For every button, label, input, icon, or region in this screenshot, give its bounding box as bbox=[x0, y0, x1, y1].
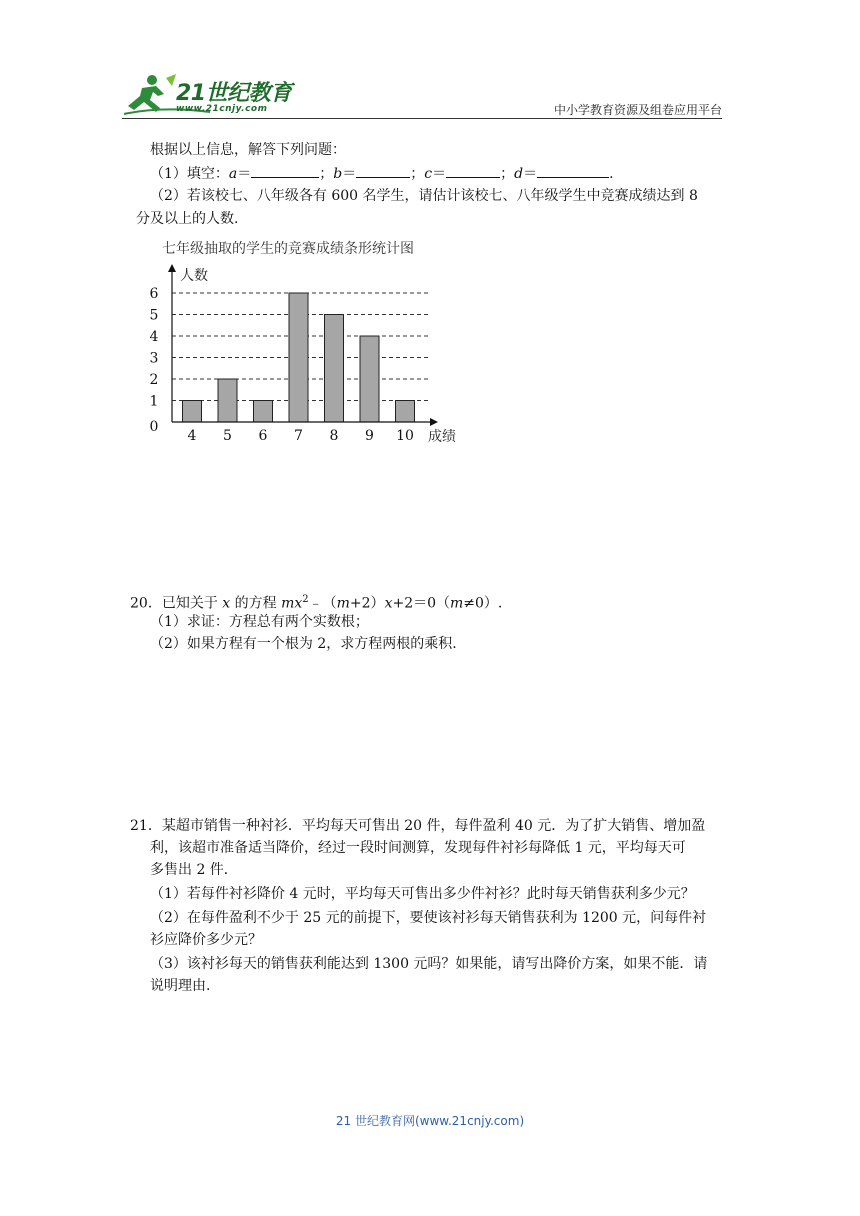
y-tick-label: 5 bbox=[149, 307, 159, 324]
x-axis-arrow bbox=[430, 418, 438, 426]
q21-line1: 21．某超市销售一种衬衫．平均每天可售出 20 件，每件盈利 40 元．为了扩大销售、增加盈 bbox=[130, 818, 706, 834]
x-axis-label: 成绩 bbox=[428, 429, 456, 445]
y-tick-label: 0 bbox=[149, 419, 159, 435]
y-tick-label: 2 bbox=[149, 372, 159, 388]
bar bbox=[218, 379, 237, 422]
q20-part2: （2）如果方程有一个根为 2，求方程两根的乘积. bbox=[150, 636, 457, 652]
x-tick-label: 4 bbox=[187, 428, 197, 444]
q19-part1: （1）填空：a＝ ；b＝ ；c＝ ；d＝ . bbox=[150, 163, 614, 184]
x-tick-label: 7 bbox=[294, 428, 303, 444]
bar bbox=[396, 401, 415, 423]
bar bbox=[289, 293, 308, 422]
x-tick-label: 10 bbox=[396, 428, 414, 444]
x-tick-label: 9 bbox=[365, 428, 374, 444]
q21-part3-line2: 说明理由. bbox=[150, 978, 211, 994]
x-tick-label: 5 bbox=[223, 428, 232, 444]
x-tick-label: 8 bbox=[329, 428, 339, 444]
header-platform-text: 中小学教育资源及组卷应用平台 bbox=[553, 103, 722, 117]
q21-line3: 多售出 2 件． bbox=[150, 862, 238, 878]
q20-stem: 20．已知关于 x 的方程 $mx^2﹣(m+2)x+2=0(m\ne 0)$. bbox=[130, 594, 503, 612]
bar-chart bbox=[140, 234, 480, 454]
bar bbox=[183, 401, 202, 423]
q21-part1: （1）若每件衬衫降价 4 元时，平均每天可售出多少件衬衫？此时每天销售获利多少元？ bbox=[150, 886, 695, 902]
footer-text: 21 世纪教育网(www.21cnjy.com) bbox=[335, 1114, 525, 1128]
logo-text: 21世纪教育 bbox=[176, 81, 292, 106]
chart-title: 七年级抽取的学生的竞赛成绩条形统计图 bbox=[162, 241, 414, 257]
logo-url: www.21cnjy.com bbox=[176, 104, 268, 114]
q19-part2-line2: 分及以上的人数. bbox=[136, 211, 239, 227]
bar bbox=[254, 401, 273, 423]
y-axis-label: 人数 bbox=[180, 268, 208, 284]
y-tick-label: 4 bbox=[149, 329, 159, 345]
y-tick-label: 1 bbox=[149, 393, 159, 410]
q19-intro: 根据以上信息，解答下列问题： bbox=[150, 142, 346, 158]
q20-part1: （1）求证：方程总有两个实数根； bbox=[150, 614, 369, 630]
header-divider bbox=[122, 118, 722, 119]
bar bbox=[325, 315, 344, 423]
q21-part2-line1: （2）在每件盈利不少于 25 元的前提下，要使该衬衫每天销售获利为 1200 元，问每件衬 bbox=[150, 910, 707, 926]
y-tick-label: 3 bbox=[149, 350, 159, 367]
q21-line2: 利，该超市准备适当降价，经过一段时间测算，发现每件衬衫每降低 1 元，平均每天可 bbox=[150, 840, 686, 856]
y-axis-arrow bbox=[168, 264, 176, 272]
q21-part3-line1: （3）该衬衫每天的销售获利能达到 1300 元吗？如果能，请写出降价方案，如果不能．请 bbox=[150, 956, 708, 972]
q19-part2-line1: （2）若该校七、八年级各有 600 名学生，请估计该校七、八年级学生中竞赛成绩达到 8 bbox=[150, 188, 698, 204]
y-tick-label: 6 bbox=[149, 286, 159, 302]
q21-part2-line2: 衫应降价多少元？ bbox=[150, 932, 262, 948]
bar bbox=[360, 336, 379, 422]
x-tick-label: 6 bbox=[258, 428, 268, 444]
